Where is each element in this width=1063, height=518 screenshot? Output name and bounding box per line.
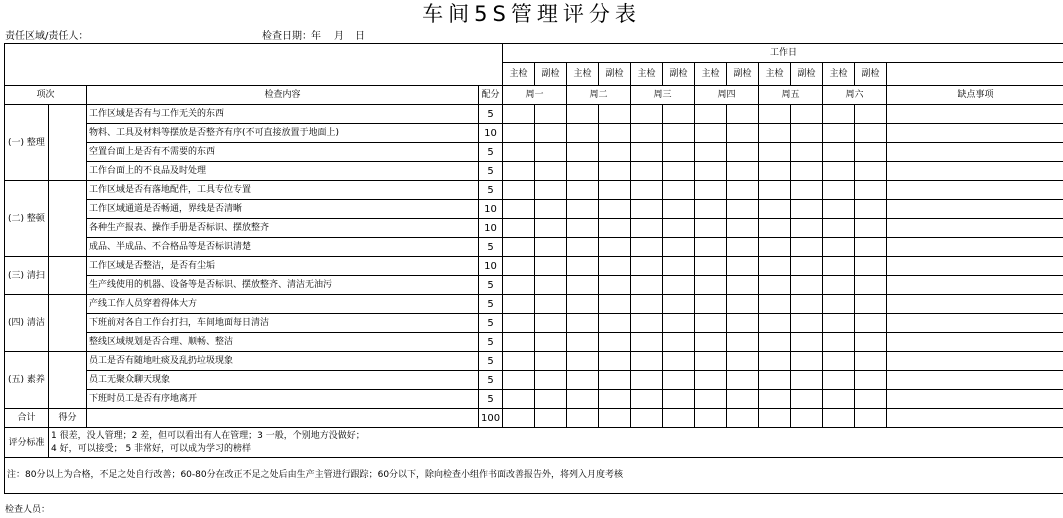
table-row [5,371,1063,390]
item-text: 工作区域是否有与工作无关的东西 [87,105,479,124]
item-text: 空置台面上是否有不需要的东西 [87,143,479,162]
item-score: 5 [479,314,503,333]
item-score: 5 [479,143,503,162]
item-score: 5 [479,371,503,390]
score-header: 配分 [479,86,503,105]
item-score: 10 [479,200,503,219]
table-row [5,333,1063,352]
table-row [5,257,1063,276]
table-row [5,181,1063,200]
criteria-label: 评分标准 [5,428,49,458]
item-text: 员工是否有随地吐痰及乱扔垃圾现象 [87,352,479,371]
category-discipline: (五) 素养 [5,352,49,409]
year-label: 年 [311,31,321,42]
item-text: 工作区域是否整洁，是否有尘垢 [87,257,479,276]
defects-header: 缺点事项 [887,86,1063,105]
page-title: 车间5S管理评分表 [422,2,641,26]
table-row [5,162,1063,181]
main-check-fri: 主检 [759,63,791,86]
main-check-mon: 主检 [503,63,535,86]
category-clean: (四) 清洁 [5,295,49,352]
day-header-sat: 周六 [823,86,887,105]
category-sweep: (三) 清扫 [5,257,49,295]
table-row [5,238,1063,257]
criteria-line-1: 1 很差，没人管理；2 差，但可以看出有人在管理；3 一般，个别地方没做好； [51,430,365,441]
table-row [5,276,1063,295]
item-text: 工作区域是否有落地配件，工具专位专置 [87,181,479,200]
item-score: 5 [479,162,503,181]
day-label: 日 [355,31,365,42]
item-text: 下班时员工是否有序地离开 [87,390,479,409]
note-text: 注：80分以上为合格，不足之处自行改善；60-80分在改正不足之处后由生产主管进行跟踪；60分以下，除向检查小组作书面改善报告外，将列入月度考核 [5,458,1063,494]
item-text: 成品、半成品、不合格品等是否标识清楚 [87,238,479,257]
sub-check-thu: 副检 [727,63,759,86]
score-table [4,43,1063,494]
table-row [5,390,1063,409]
item-score: 5 [479,105,503,124]
category-arrange: (二) 整顿 [5,181,49,257]
day-header-wed: 周三 [631,86,695,105]
total-label: 合计 [5,409,49,428]
item-score: 5 [479,352,503,371]
workday-header: 工作日 [503,44,1063,63]
criteria-line-2: 4 好，可以接受； 5 非常好，可以成为学习的榜样 [51,443,252,454]
item-text: 整线区域规划是否合理、顺畅、整洁 [87,333,479,352]
main-check-sat: 主检 [823,63,855,86]
item-text: 生产线使用的机器、设备等是否标识、摆放整齐、清洁无油污 [87,276,479,295]
day-header-mon: 周一 [503,86,567,105]
item-score: 5 [479,390,503,409]
area-responsible-label: 责任区域/责任人： [5,31,89,42]
day-header-tue: 周二 [567,86,631,105]
day-header-thu: 周四 [695,86,759,105]
criteria-row [5,428,1063,458]
item-score: 5 [479,181,503,200]
inspector-label: 检查人员： [5,505,51,515]
day-header-fri: 周五 [759,86,823,105]
table-row [5,219,1063,238]
item-score: 5 [479,333,503,352]
table-row [5,143,1063,162]
table-row [5,295,1063,314]
sub-check-fri: 副检 [791,63,823,86]
item-text: 工作台面上的不良品及时处理 [87,162,479,181]
item-score: 5 [479,276,503,295]
note-row [5,458,1063,494]
item-text: 员工无聚众聊天现象 [87,371,479,390]
item-score: 10 [479,219,503,238]
main-check-tue: 主检 [567,63,599,86]
criteria-text [49,428,1063,458]
month-label: 月 [334,31,344,42]
item-text: 产线工作人员穿着得体大方 [87,295,479,314]
item-header: 项次 [5,86,87,105]
main-check-thu: 主检 [695,63,727,86]
sub-check-mon: 副检 [535,63,567,86]
sub-check-tue: 副检 [599,63,631,86]
check-date-label: 检查日期： [262,31,312,42]
item-text: 物料、工具及材料等摆放是否整齐有序(不可直接放置于地面上) [87,124,479,143]
score-obtained-label: 得分 [49,409,87,428]
total-score: 100 [479,409,503,428]
item-text: 各种生产报表、操作手册是否标识、摆放整齐 [87,219,479,238]
table-row [5,105,1063,124]
table-row [5,200,1063,219]
item-score: 10 [479,257,503,276]
sub-check-sat: 副检 [855,63,887,86]
total-row [5,409,1063,428]
table-row [5,314,1063,333]
item-score: 10 [479,124,503,143]
main-check-wed: 主检 [631,63,663,86]
item-text: 工作区域通道是否畅通，界线是否清晰 [87,200,479,219]
table-row [5,352,1063,371]
category-sort: (一) 整理 [5,105,49,181]
item-score: 5 [479,295,503,314]
item-score: 5 [479,238,503,257]
item-text: 下班前对各自工作台打扫，车间地面每日清洁 [87,314,479,333]
table-row [5,124,1063,143]
header-row-columns [5,86,1063,105]
sub-check-wed: 副检 [663,63,695,86]
content-header: 检查内容 [87,86,479,105]
header-row-workday [5,44,1063,63]
